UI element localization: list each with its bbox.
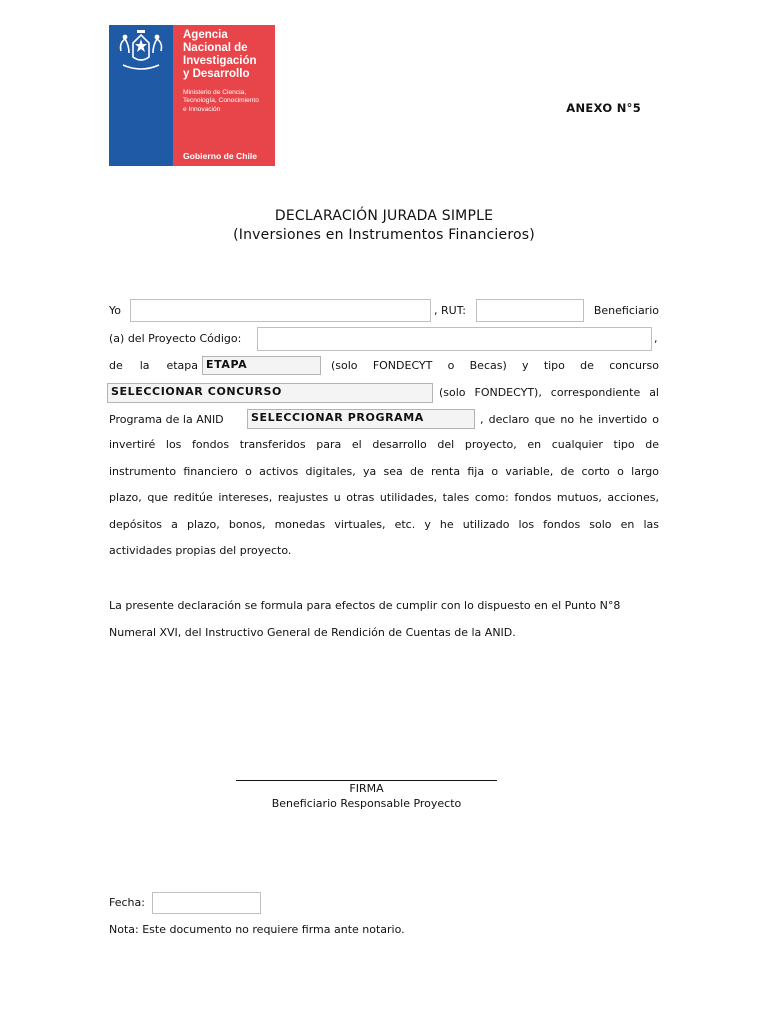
- programa-suffix: , declaro que no he invertido o: [480, 413, 659, 426]
- paragraph-line: instrumento financiero o activos digitales, ya sea de renta fija o variable, de corto o largo: [109, 464, 659, 478]
- rut-field[interactable]: [476, 299, 584, 322]
- coat-of-arms-icon: [115, 29, 167, 75]
- concurso-suffix: (solo FONDECYT), correspondiente al: [439, 386, 659, 399]
- paragraph-line: actividades propias del proyecto.: [109, 544, 292, 558]
- etapa-suffix: (solo FONDECYT o Becas) y tipo de concurso: [331, 359, 659, 372]
- anid-logo: [109, 25, 275, 166]
- comma-text: ,: [654, 332, 658, 345]
- rut-label: , RUT:: [434, 304, 466, 317]
- annex-number: ANEXO N°5: [566, 101, 641, 115]
- fecha-label: Fecha:: [109, 896, 145, 909]
- logo-ministry-name: Ministerio de Ciencia, Tecnología, Conocimiento e Innovación: [183, 89, 259, 113]
- logo-blue-panel: [109, 25, 173, 166]
- project-code-field[interactable]: [257, 327, 652, 351]
- signature-role: Beneficiario Responsable Proyecto: [271, 797, 462, 810]
- paragraph-line: La presente declaración se formula para efectos de cumplir con lo dispuesto en el Punto N°8: [109, 599, 621, 612]
- beneficiario-label: Beneficiario: [593, 304, 659, 317]
- notary-note: Nota: Este documento no requiere firma ante notario.: [109, 923, 405, 936]
- signature-label: FIRMA: [349, 782, 384, 795]
- etapa-prefix: de la etapa: [109, 359, 198, 372]
- commitment-paragraph: [109, 432, 659, 565]
- document-title: DECLARACIÓN JURADA SIMPLE: [274, 208, 494, 224]
- logo-agency-name: Agencia Nacional de Investigación y Desarrollo: [183, 29, 257, 80]
- yo-name-field[interactable]: [130, 299, 431, 322]
- programa-dropdown[interactable]: SELECCIONAR PROGRAMA: [247, 409, 475, 429]
- programa-label: Programa de la ANID: [109, 413, 224, 426]
- paragraph-line: plazo, que reditúe intereses, reajustes u otras utilidades, tales como: fondos mutuos, acciones,: [109, 491, 659, 505]
- signature-line: [236, 780, 497, 781]
- yo-label: Yo: [109, 304, 121, 317]
- etapa-dropdown[interactable]: ETAPA: [202, 356, 321, 375]
- logo-government: Gobierno de Chile: [183, 151, 258, 161]
- paragraph-line: Numeral XVI, del Instructivo General de Rendición de Cuentas de la ANID.: [109, 625, 516, 639]
- paragraph-line: invertiré los fondos transferidos para el desarrollo del proyecto, en cualquier tipo de: [109, 438, 659, 451]
- fecha-field[interactable]: [152, 892, 261, 914]
- concurso-dropdown[interactable]: SELECCIONAR CONCURSO: [107, 383, 433, 403]
- paragraph-line: depósitos a plazo, bonos, monedas virtuales, etc. y he utilizado los fondos solo en las: [109, 517, 659, 531]
- declaration-paragraph: [109, 593, 659, 646]
- project-code-label: (a) del Proyecto Código:: [109, 332, 242, 345]
- document-subtitle: (Inversiones en Instrumentos Financieros): [233, 227, 535, 243]
